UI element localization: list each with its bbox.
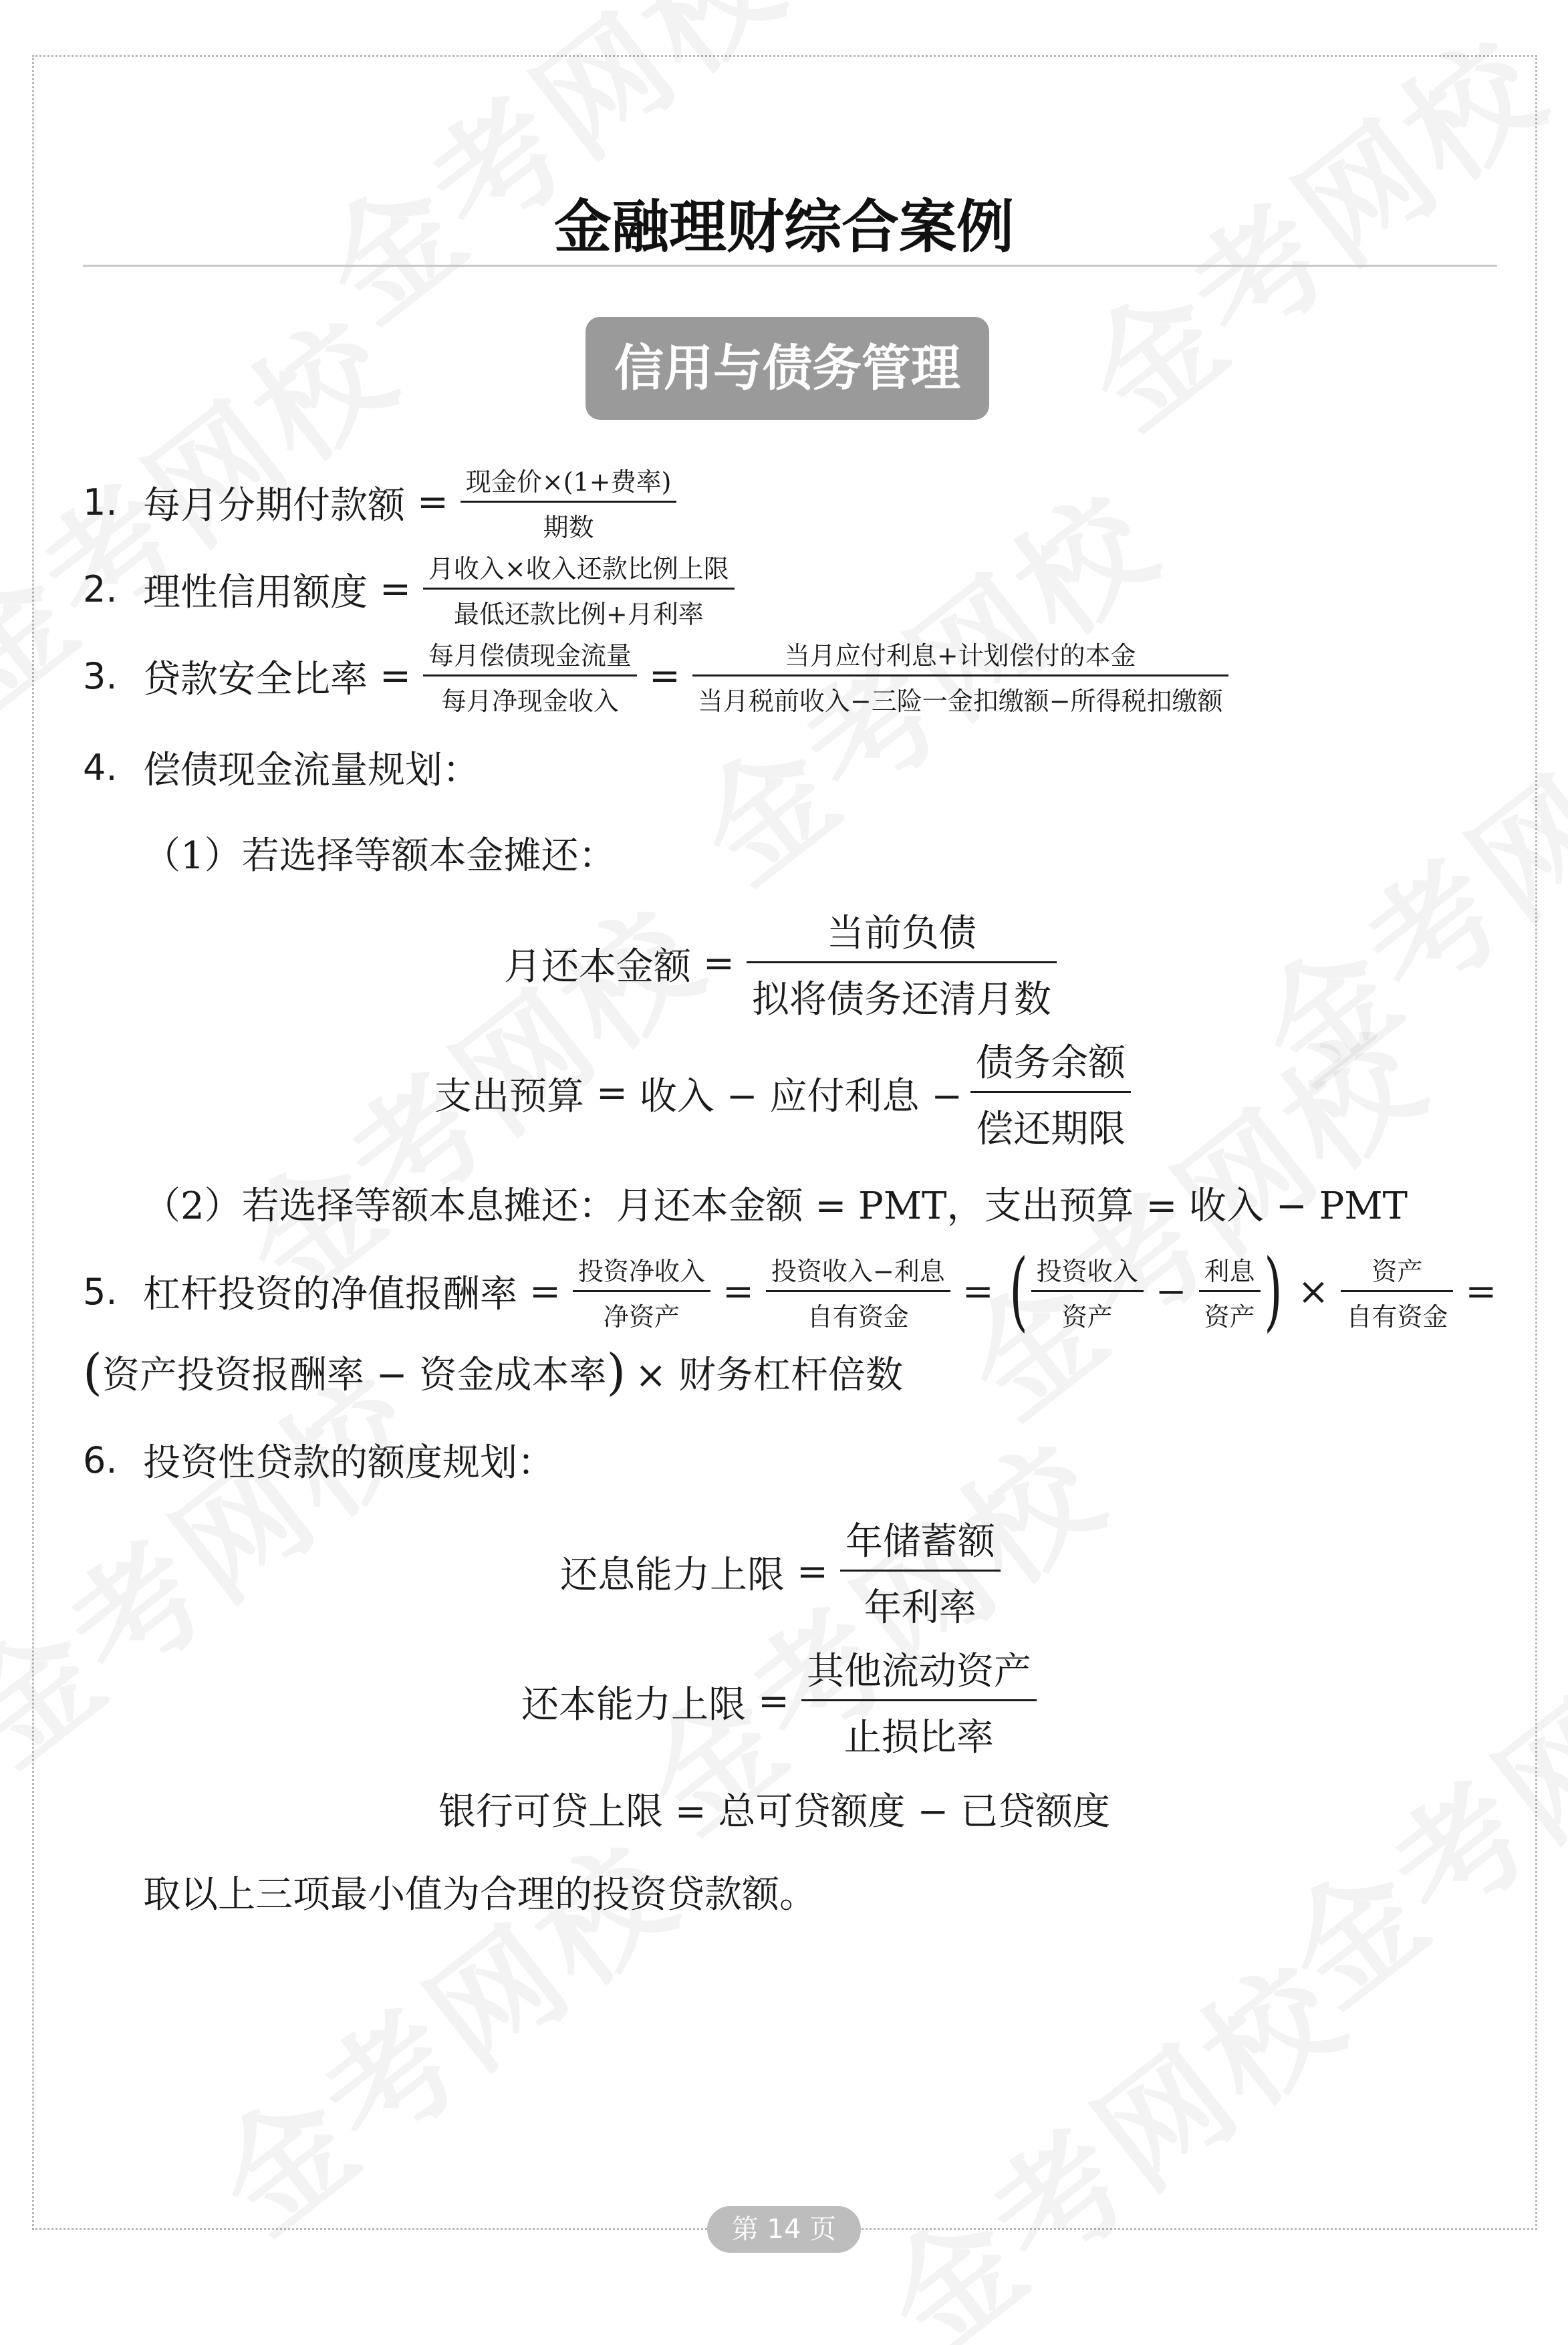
fraction <box>1341 1251 1453 1333</box>
equals-sign: = <box>417 481 448 524</box>
denominator: 偿还期限 <box>976 1108 1126 1151</box>
fraction <box>573 1251 710 1333</box>
numerator: 投资收入−利息 <box>771 1256 945 1286</box>
denominator: 资产 <box>1204 1302 1255 1332</box>
numerator: 其他流动资产 <box>806 1650 1031 1693</box>
equation-interest-capacity <box>560 1512 1001 1632</box>
equals-sign: = <box>722 1269 754 1314</box>
denominator: 最低还款比例+月利率 <box>453 600 704 629</box>
equation-bank-limit <box>438 1782 1110 1836</box>
sub-heading: （2）若选择等额本息摊还：月还本金额 = PMT，支出预算 = 收入 − PMT <box>143 1185 1408 1228</box>
fraction <box>801 1642 1037 1761</box>
fraction <box>692 635 1228 717</box>
denominator: 每月净现金收入 <box>440 687 619 716</box>
item-number: 6. <box>83 1439 118 1481</box>
equation-expense-budget <box>434 1033 1131 1153</box>
fraction <box>423 635 637 717</box>
formula-2 <box>83 548 735 630</box>
fraction <box>970 1033 1131 1153</box>
item-6-heading <box>83 1433 555 1487</box>
equation-monthly-principal <box>504 904 1057 1023</box>
fraction <box>1199 1251 1261 1333</box>
item-number: 2. <box>83 568 118 610</box>
equation-principal-capacity <box>521 1642 1037 1761</box>
fraction <box>423 548 735 630</box>
formula-lhs: 还息能力上限 <box>560 1553 785 1597</box>
right-paren: ) <box>606 1344 626 1401</box>
denominator: 自有资金 <box>807 1302 909 1332</box>
denominator: 当月税前收入−三险一金扣缴额−所得税扣缴额 <box>697 687 1223 716</box>
equals-sign: = <box>529 1269 561 1314</box>
equals-sign: = <box>962 1269 994 1314</box>
equals-sign: = <box>703 942 735 985</box>
formula-tail: × 财务杠杆倍数 <box>635 1354 904 1397</box>
sub-heading: （1）若选择等额本金摊还： <box>143 834 616 878</box>
minus-sign: − <box>1155 1269 1187 1314</box>
denominator: 资产 <box>1061 1302 1113 1332</box>
numerator: 当月应付利息+计划偿付的本金 <box>784 641 1136 670</box>
denominator: 净资产 <box>603 1302 680 1332</box>
equals-sign: = <box>596 1072 628 1115</box>
times-sign: × <box>1297 1269 1329 1314</box>
page-title: 金融理财综合案例 <box>554 194 1014 261</box>
left-paren: ( <box>1009 1241 1028 1341</box>
numerator: 投资收入 <box>1036 1256 1138 1286</box>
formula-lhs: 支出预算 <box>434 1074 584 1118</box>
numerator: 年储蓄额 <box>845 1520 995 1564</box>
item-4-heading <box>83 741 480 794</box>
page-number-badge: 第 14 页 <box>707 2206 861 2253</box>
fraction <box>1031 1251 1144 1333</box>
numerator: 资产 <box>1371 1256 1423 1286</box>
title-divider <box>83 265 1497 267</box>
item-number: 1. <box>83 481 118 523</box>
formula-lhs: 杠杆投资的净值报酬率 <box>143 1273 517 1316</box>
right-paren: ) <box>1263 1241 1283 1341</box>
denominator: 自有资金 <box>1346 1302 1448 1332</box>
item-number: 5. <box>83 1270 118 1313</box>
numerator: 债务余额 <box>976 1041 1126 1085</box>
formula-lhs: 还本能力上限 <box>521 1683 746 1727</box>
denominator: 拟将债务还清月数 <box>751 978 1051 1021</box>
denominator: 期数 <box>543 513 594 542</box>
fraction <box>840 1512 1001 1632</box>
formula-lhs: 月还本金额 <box>504 945 691 989</box>
item-4-sub1 <box>143 826 616 880</box>
equals-sign: = <box>380 568 411 611</box>
formula-5-continued <box>83 1344 903 1401</box>
formula-middle: 收入 − 应付利息 − <box>639 1074 963 1118</box>
numerator: 月收入×收入还款比例上限 <box>428 554 729 584</box>
item-4-sub2 <box>143 1177 1408 1230</box>
formula-text: 资产投资报酬率 − 资金成本率 <box>102 1354 607 1397</box>
formula-lhs: 理性信用额度 <box>143 570 368 614</box>
formula-lhs: 贷款安全比率 <box>143 657 368 701</box>
fraction <box>766 1251 950 1333</box>
left-paren: ( <box>83 1344 102 1401</box>
item-text: 投资性贷款的额度规划： <box>143 1441 555 1485</box>
equals-sign: = <box>1465 1269 1497 1314</box>
conclusion <box>143 1865 817 1919</box>
fraction <box>461 461 677 543</box>
denominator: 止损比率 <box>843 1716 994 1759</box>
formula-3 <box>83 635 1228 717</box>
formula-lhs: 每月分期付款额 <box>143 483 405 527</box>
formula-1 <box>83 461 676 543</box>
equals-sign: = <box>758 1680 789 1723</box>
item-number: 4. <box>83 746 118 789</box>
numerator: 利息 <box>1204 1256 1255 1286</box>
item-number: 3. <box>83 655 118 697</box>
equals-sign: = <box>797 1550 828 1594</box>
section-heading: 信用与债务管理 <box>585 317 989 420</box>
formula-text: 银行可贷上限 = 总可贷额度 − 已贷额度 <box>438 1790 1111 1834</box>
equals-sign: = <box>648 654 680 698</box>
numerator: 每月偿债现金流量 <box>428 641 632 670</box>
formula-5 <box>83 1241 1509 1341</box>
fraction <box>747 904 1057 1023</box>
numerator: 现金价×(1+费率) <box>465 467 672 497</box>
numerator: 当前负债 <box>826 912 976 955</box>
conclusion-text: 取以上三项最小值为合理的投资贷款额。 <box>143 1873 817 1917</box>
item-text: 偿债现金流量规划： <box>143 749 480 792</box>
denominator: 年利率 <box>864 1586 976 1630</box>
numerator: 投资净收入 <box>577 1256 705 1286</box>
equals-sign: = <box>380 654 411 698</box>
